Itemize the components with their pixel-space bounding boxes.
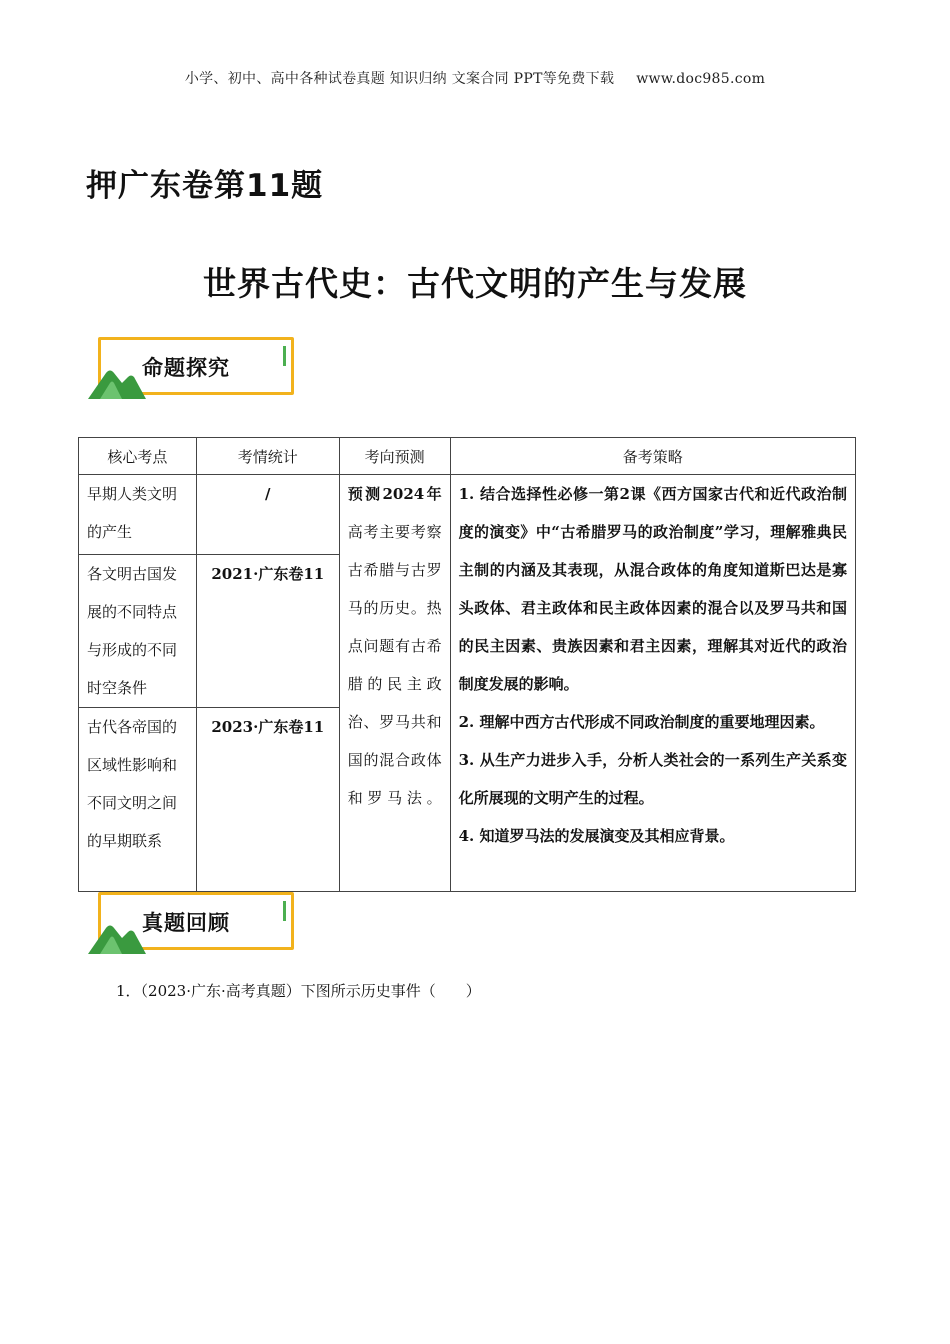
section-badge-proposition — [88, 335, 300, 399]
header-core-topic: 核心考点 — [79, 438, 197, 475]
strategy-item-2: 2. 理解中西方古代形成不同政治制度的重要地理因素。 — [458, 713, 825, 731]
mountain-icon — [88, 918, 148, 954]
table-row — [79, 475, 856, 555]
header-strategy: 备考策略 — [450, 438, 855, 475]
topic-cell: 早期人类文明的产生 — [79, 475, 197, 555]
stat-cell: / — [196, 475, 339, 555]
table-header-row — [79, 438, 856, 475]
doc-title: 押广东卷第11题 — [86, 168, 324, 204]
badge-label: 真题回顾 — [142, 911, 230, 935]
strategy-item-4: 4. 知道罗马法的发展演变及其相应背景。 — [458, 827, 735, 845]
header-forecast: 考向预测 — [339, 438, 450, 475]
question-1: 1．（2023·广东·高考真题）下图所示历史事件（ ） — [116, 982, 481, 1000]
strategy-item-1: 1. 结合选择性必修一第2课《西方国家古代和近代政治制度的演变》中“古希腊罗马的政治制度”学习，理解雅典民主制的内涵及其表现，从混合政体的角度知道斯巴达是寡头政体、君主政体和民主政体因素的混合以及罗马共和国的民主因素、贵族因素和君主因素，理解其对近代的政治制度发展的影响。 — [458, 485, 847, 693]
exam-analysis-table — [78, 437, 856, 892]
header-exam-stats: 考情统计 — [196, 438, 339, 475]
topic-cell: 各文明古国发展的不同特点与形成的不同时空条件 — [79, 555, 197, 708]
stat-cell: 2021·广东卷11 — [196, 555, 339, 708]
badge-label: 命题探究 — [142, 356, 230, 380]
topic-cell: 古代各帝国的区域性影响和不同文明之间的早期联系 — [79, 708, 197, 892]
stat-cell: 2023·广东卷11 — [196, 708, 339, 892]
forecast-bold: 预测2024年 — [347, 485, 442, 503]
header-line — [0, 68, 950, 88]
strategy-cell — [450, 475, 855, 892]
strategy-item-3: 3. 从生产力进步入手，分析人类社会的一系列生产关系变化所展现的文明产生的过程。 — [458, 751, 847, 807]
main-title: 世界古代史：古代文明的产生与发展 — [203, 264, 747, 303]
mountain-icon — [88, 363, 148, 399]
forecast-text: 高考主要考察古希腊与古罗马的历史。热点问题有古希腊的民主政治、罗马共和国的混合政体和罗马法。 — [347, 523, 442, 807]
header-text: 小学、初中、高中各种试卷真题 知识归纳 文案合同 PPT等免费下载 — [184, 71, 615, 87]
section-badge-review — [88, 890, 300, 954]
forecast-cell — [339, 475, 450, 892]
header-site: www.doc985.com — [636, 71, 766, 87]
